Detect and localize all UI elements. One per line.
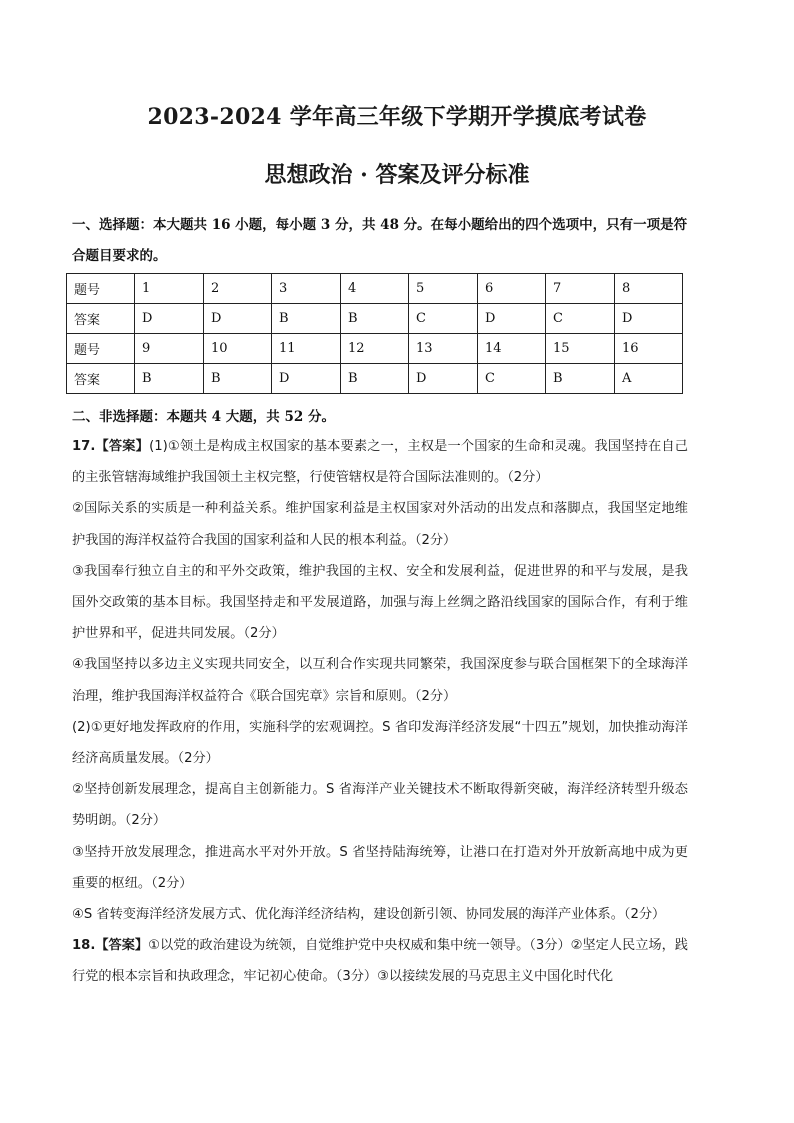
table-row [67,334,683,364]
table-row [67,304,683,334]
q17-label: 17.【答案】 [72,439,150,454]
table-cell: B [204,364,272,394]
q17-paragraph-1 [72,431,688,493]
q18-text: ①以党的政治建设为统领，自觉维护党中央权威和集中统一领导。（3分）②坚定人民立场，践行党的根本宗旨和执政理念，牢记初心使命。（3分）③以接续发展的马克思主义中国化时代化 [72,938,688,985]
table-cell: D [135,304,204,334]
table-cell: 12 [341,334,409,364]
section2-heading: 二、非选择题：本题共 4 大题，共 52 分。 [72,409,335,425]
table-cell: 10 [204,334,272,364]
document-subtitle: 思想政治 · 答案及评分标准 [264,162,530,188]
table-cell: 题号 [67,334,135,364]
table-cell: 11 [272,334,341,364]
q18-label: 18.【答案】 [72,938,149,954]
table-cell: 16 [615,334,683,364]
table-cell: 6 [478,274,546,304]
answer-body [72,431,688,993]
table-cell: D [409,364,478,394]
q17-paragraph-4: ④我国坚持以多边主义实现共同安全，以互利合作实现共同繁荣，我国深度参与联合国框架下的全球海洋治理，维护我国海洋权益符合《联合国宪章》宗旨和原则。（2分） [72,657,688,704]
q17-part1-text: (1)①领土是构成主权国家的基本要素之一，主权是一个国家的生命和灵魂。我国坚持在自己的主张管辖海域维护我国领土主权完整，行使管辖权是符合国际法准则的。（2分） [72,439,688,486]
table-cell: 3 [272,274,341,304]
table-cell: D [478,304,546,334]
table-cell: 13 [409,334,478,364]
table-cell: B [341,304,409,334]
q17-paragraph-3: ③我国奉行独立自主的和平外交政策，维护我国的主权、安全和发展利益，促进世界的和平与发展，是我国外交政策的基本目标。我国坚持走和平发展道路，加强与海上丝绸之路沿线国家的国际合作，有利于维护世界和平，促进共同发展。（2分） [72,563,688,642]
q17-paragraph-2: ②国际关系的实质是一种利益关系。维护国家利益是主权国家对外活动的出发点和落脚点，我国坚定地维护我国的海洋权益符合我国的国家利益和人民的根本利益。（2分） [72,501,688,548]
table-cell: 5 [409,274,478,304]
table-cell: D [615,304,683,334]
table-cell: 题号 [67,274,135,304]
document-title: 2023-2024 学年高三年级下学期开学摸底考试卷 [147,104,647,130]
table-cell: C [546,304,615,334]
table-cell: 9 [135,334,204,364]
table-cell: B [135,364,204,394]
table-cell: A [615,364,683,394]
table-cell: 4 [341,274,409,304]
table-row [67,364,683,394]
table-cell: 15 [546,334,615,364]
table-cell: 14 [478,334,546,364]
q17-paragraph-5: (2)①更好地发挥政府的作用，实施科学的宏观调控。S 省印发海洋经济发展“十四五”规划，加快推动海洋经济高质量发展。（2分） [72,719,688,767]
table-cell: 7 [546,274,615,304]
table-cell: D [272,364,341,394]
q17-paragraph-8: ④S 省转变海洋经济发展方式、优化海洋经济结构，建设创新引领、协同发展的海洋产业体系。（2分） [72,907,666,923]
table-cell: D [204,304,272,334]
table-cell: 1 [135,274,204,304]
q17-paragraph-6: ②坚持创新发展理念，提高自主创新能力。S 省海洋产业关键技术不断取得新突破，海洋经济转型升级态势明朗。（2分） [72,782,688,829]
q18-paragraph-1 [72,930,688,992]
table-cell: 8 [615,274,683,304]
q17-paragraph-7: ③坚持开放发展理念，推进高水平对外开放。S 省坚持陆海统筹，让港口在打造对外开放新高地中成为更重要的枢纽。（2分） [72,844,688,891]
table-cell: 2 [204,274,272,304]
table-cell: C [409,304,478,334]
table-cell: C [478,364,546,394]
answer-table [66,273,683,394]
table-cell: B [341,364,409,394]
section1-heading: 一、选择题：本大题共 16 小题，每小题 3 分，共 48 分。在每小题给出的四个选项中，只有一项是符合题目要求的。 [72,217,688,264]
table-cell: 答案 [67,304,135,334]
table-row [67,274,683,304]
table-cell: 答案 [67,364,135,394]
table-cell: B [272,304,341,334]
table-cell: B [546,364,615,394]
